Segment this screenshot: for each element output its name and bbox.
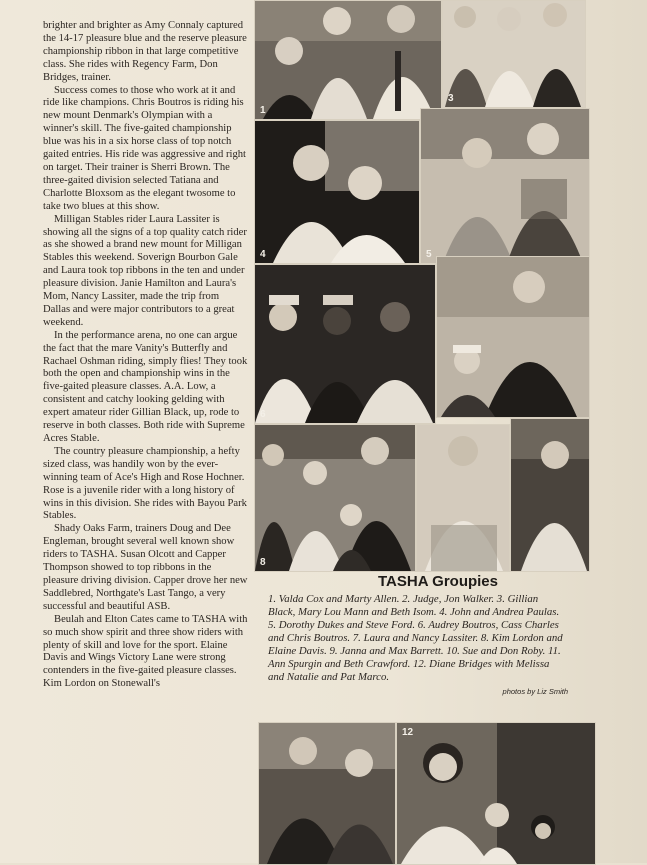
photo-10 bbox=[510, 418, 590, 572]
photo-6 bbox=[254, 264, 436, 424]
photo-collage bbox=[254, 0, 594, 572]
photo-number: 4 bbox=[260, 249, 266, 260]
photo-1-2 bbox=[254, 0, 442, 120]
photo-number: 12 bbox=[402, 727, 414, 738]
article-paragraph: In the performance arena, no one can argue the fact that the mare Vanity's Butterfly and Rachael Oshman riding, simply flies! They took both the open and championship wins in the five-gaited pleasure classes. A.A. Low, a consistent and catchy looking gelding with expert amateur rider Gillian Black, up, rode to reserve in both classes. Both ride with Supreme Acres Stable. bbox=[43, 329, 248, 444]
photo-caption bbox=[268, 573, 568, 696]
photo-9 bbox=[416, 424, 510, 572]
photo-7 bbox=[436, 256, 590, 418]
photo-8 bbox=[254, 424, 416, 572]
photo-number: 6 bbox=[260, 409, 266, 420]
photo-number: 3 bbox=[448, 93, 454, 104]
photo-4 bbox=[254, 120, 420, 264]
photo-number: 5 bbox=[426, 249, 432, 260]
article-paragraph: Shady Oaks Farm, trainers Doug and Dee Engleman, brought several well known show riders to TASHA. Susan Olcott and Capper Thompson showed to top ribbons in the pleasure driving division. Capper drove her new Saddlebred, Northgate's Last Tango, a very successful and beautiful ASB. bbox=[43, 523, 248, 612]
bottom-photo-row bbox=[258, 722, 594, 863]
photo-11 bbox=[258, 722, 396, 865]
photo-number: 8 bbox=[260, 557, 266, 568]
photo-credit: photos by Liz Smith bbox=[502, 687, 568, 696]
photo-5 bbox=[420, 108, 590, 264]
caption-text: 1. Valda Cox and Marty Allen. 2. Judge, Jon Walker. 3. Gillian Black, Mary Lou Mann and Beth Isom. 4. John and Andrea Paulas. 5. Dorothy Dukes and Steve Ford. 6. Audrey Boutros, Cass Charles and Chris Boutros. 7. Laura and Nancy Lassiter. 8. Kim Lordon and Elaine Davis. 9. Janna and Max Barrett. 10. Sue and Don Roby. 11. Ann Spurgin and Beth Crawford. 12. Diane Bridges with Melissa and Natalie and Pat Marco. bbox=[268, 593, 563, 683]
caption-title: TASHA Groupies bbox=[377, 573, 498, 590]
article-column bbox=[43, 20, 248, 691]
article-paragraph: brighter and brighter as Amy Connaly captured the 14-17 pleasure blue and the reserve pleasure championship ribbon in that large competitive class. She rides with Regency Farm, Don Bridges, trainer. bbox=[43, 20, 247, 83]
article-paragraph: Milligan Stables rider Laura Lassiter is showing all the signs of a top quality catch rider as she showed a brand new mount for Milligan Stables this weekend. Soverign Bourbon Gale and Laura took top ribbons in the ten and under pleasure division. Janie Hamilton and Laura's Mom, Nancy Lassiter, made the trip from Dallas and were major contributors to a great weekend. bbox=[43, 213, 247, 328]
photo-12 bbox=[396, 722, 596, 865]
article-paragraph: Success comes to those who work at it and ride like champions. Chris Boutros is riding his new mount Denmark's Olympian with a winner's skill. The five-gaited championship blue was his in a six horse class of top notch gaited entries. His ride was aggressive and right on target. Their trainer is Sherri Brown. The three-gaited division selected Tatiana and Charlotte Bloxsom as the elegant twosome to take two blues at this show. bbox=[43, 84, 246, 212]
photo-number: 1 bbox=[260, 105, 266, 116]
article-paragraph: Beulah and Elton Cates came to TASHA with so much show spirit and three show riders with plenty of skill and love for the sport. Elaine Davis and Wings Victory Lane were strong contenders in the five-gaited pleasure classes. Kim Lordon on Stonewall's bbox=[43, 613, 248, 690]
article-paragraph: The country pleasure championship, a hefty sized class, was handily won by the ever-winning team of Ace's High and Rose Hochner. Rose is a juvenile rider with a long history of wins in this division. She rides with Bayou Park Stables. bbox=[43, 445, 247, 522]
photo-3 bbox=[442, 0, 586, 108]
